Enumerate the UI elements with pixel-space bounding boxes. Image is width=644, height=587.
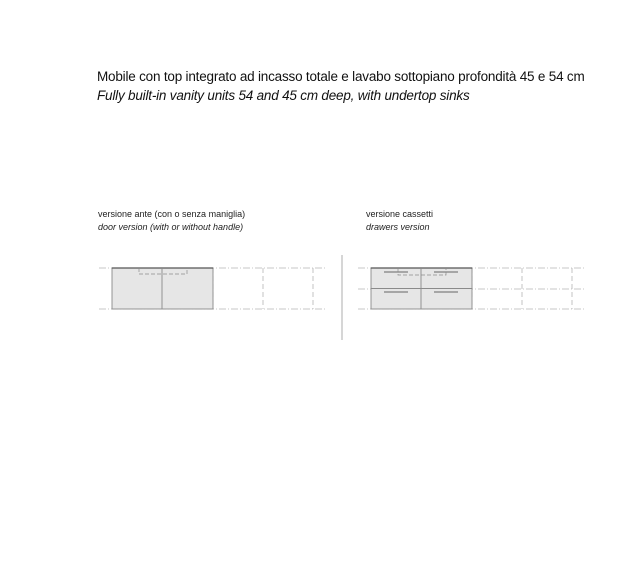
- page-subtitle: Fully built-in vanity units 54 and 45 cm deep, with undertop sinks: [97, 88, 470, 103]
- drawers-version-label-it: versione cassetti: [366, 209, 434, 219]
- door-version-label-en: door version (with or without handle): [98, 222, 244, 232]
- door-version-drawing: [99, 268, 327, 309]
- door-unit-body: [112, 268, 213, 309]
- drawers-version-label-en: drawers version: [366, 222, 430, 232]
- page-title: Mobile con top integrato ad incasso totale e lavabo sottopiano profondità 45 e 54 cm: [97, 69, 585, 84]
- drawers-version-drawing: [358, 268, 586, 309]
- door-version-label-it: versione ante (con o senza maniglia): [98, 209, 246, 219]
